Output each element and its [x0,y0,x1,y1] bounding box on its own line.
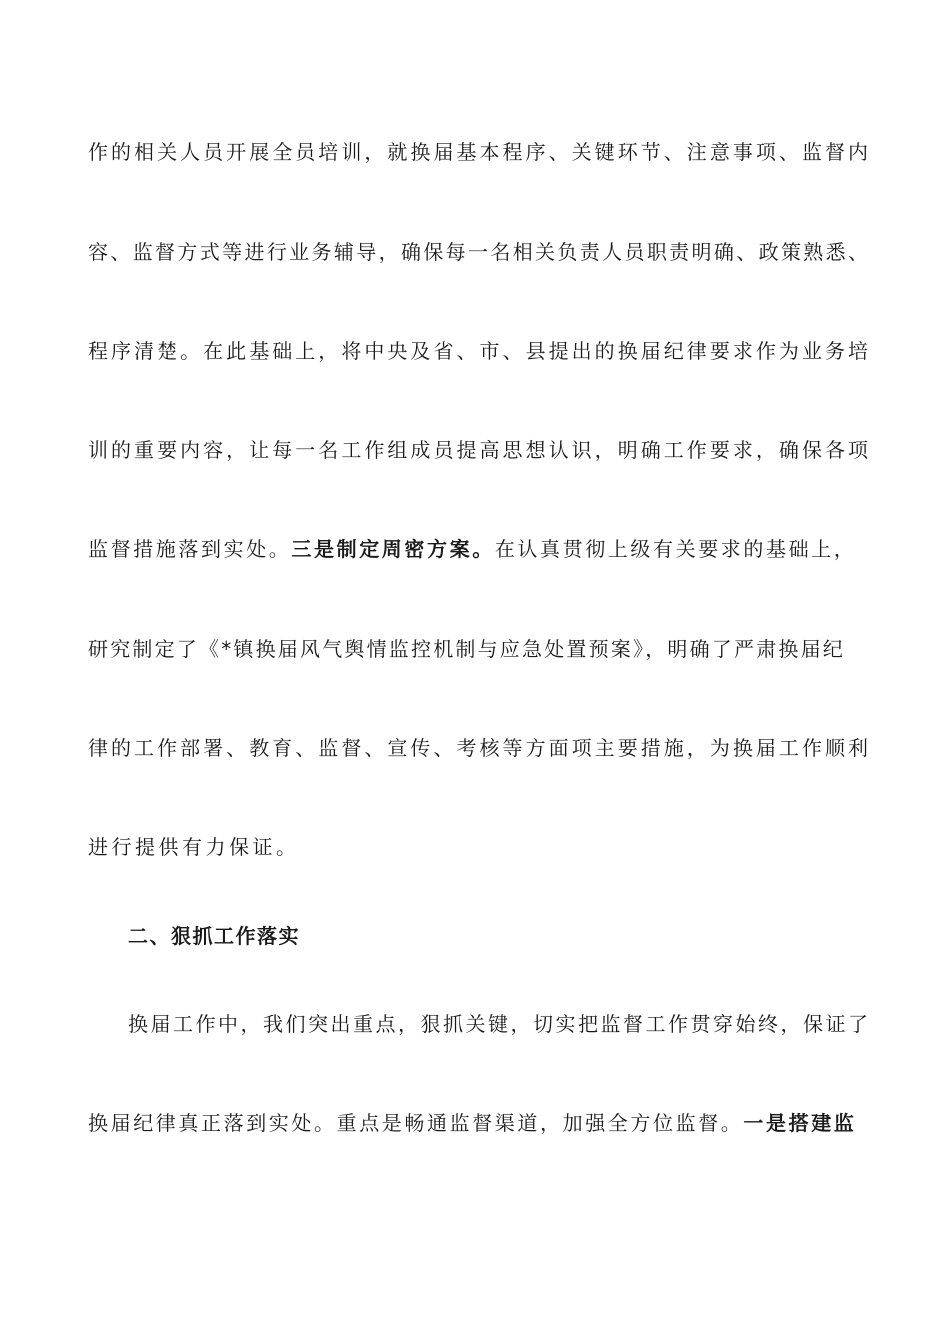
paragraph-line: 律的工作部署、教育、监督、宣传、考核等方面项主要措施，为换届工作顺利 [88,736,868,760]
paragraph-line: 程序清楚。在此基础上，将中央及省、市、县提出的换届纪律要求作为业务培 [88,339,868,363]
paragraph-line: 训的重要内容，让每一名工作组成员提高思想认识，明确工作要求，确保各项 [88,438,868,462]
bold-phrase: 三是制定周密方案。 [291,537,495,561]
paragraph-text: 在认真贯彻上级有关要求的基础上， [494,537,857,561]
paragraph-line [88,533,868,565]
paragraph-line [88,1107,868,1139]
section-heading: 二、狠抓工作落实 [128,924,300,948]
paragraph-text: 换届纪律真正落到实处。重点是畅通监督渠道，加强全方位监督。 [88,1111,744,1135]
paragraph-text: 监督措施落到实处。 [88,537,292,561]
paragraph-line: 研究制定了《*镇换届风气舆情监控机制与应急处置预案》，明确了严肃换届纪 [88,637,845,661]
paragraph-line: 换届工作中，我们突出重点，狠抓关键，切实把监督工作贯穿始终，保证了 [128,1012,868,1036]
paragraph-line: 容、监督方式等进行业务辅导，确保每一名相关负责人员职责明确、政策熟悉、 [88,240,868,264]
paragraph-line: 进行提供有力保证。 [88,835,300,859]
bold-phrase: 一是搭建监 [743,1111,857,1135]
paragraph-line: 作的相关人员开展全员培训，就换届基本程序、关键环节、注意事项、监督内 [88,140,868,164]
